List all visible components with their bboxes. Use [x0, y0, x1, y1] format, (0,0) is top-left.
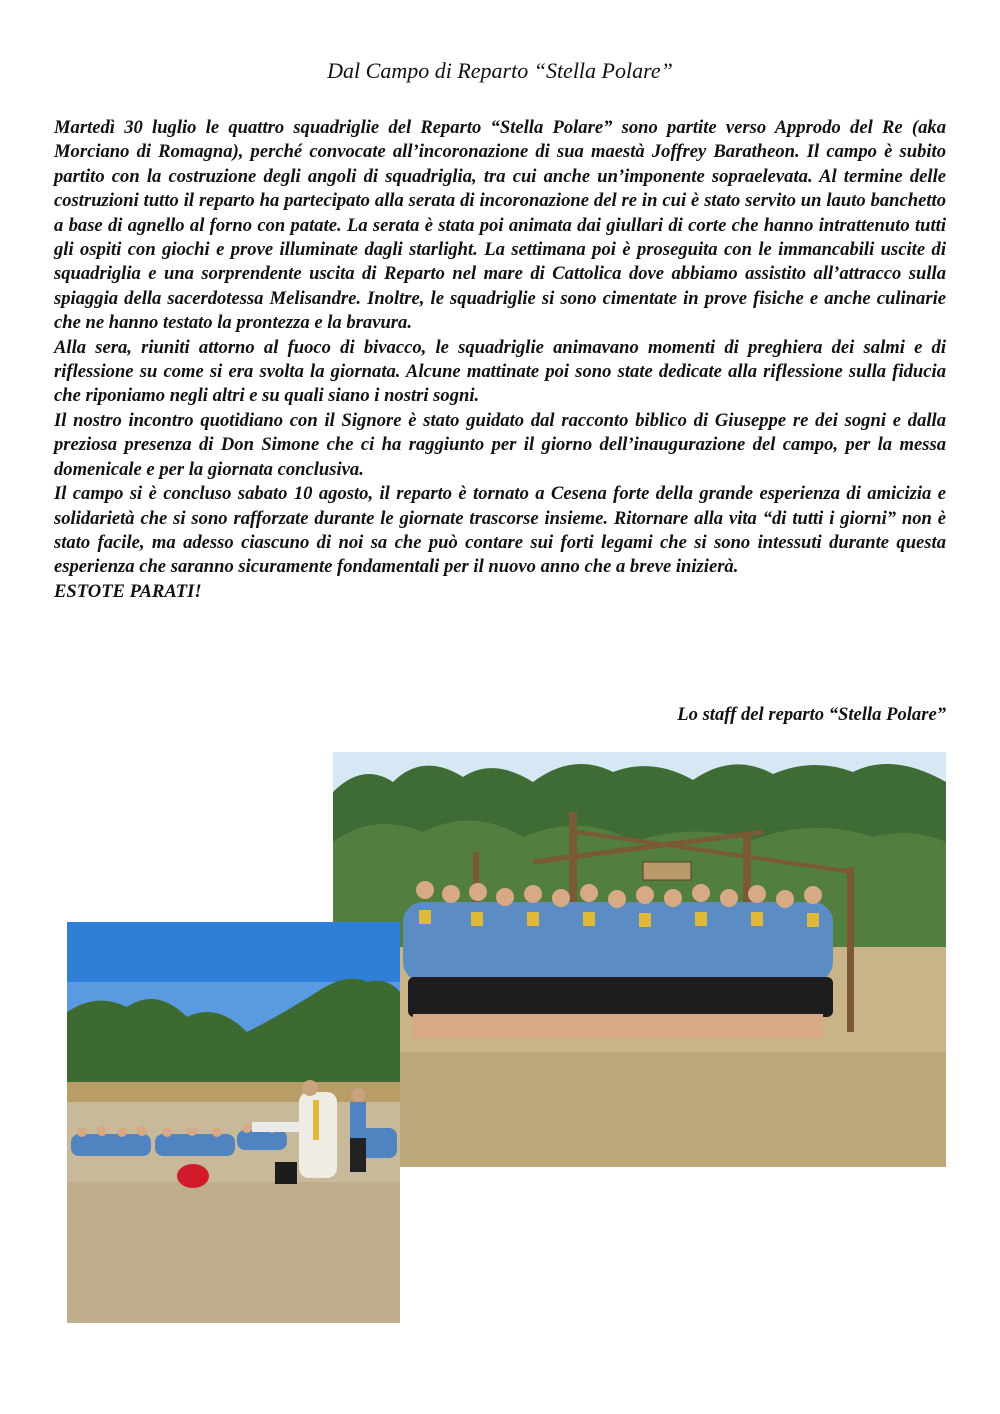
mass-photo: [67, 922, 400, 1323]
article-body: [54, 116, 946, 604]
paragraph: Il nostro incontro quotidiano con il Signore è stato guidato dal racconto biblico di Giuseppe re dei sogni e dalla preziosa presenza di Don Simone che ci ha raggiunto per il giorno dell’inaugurazione del campo, per la messa domenicale e per la giornata conclusiva.: [54, 409, 946, 480]
paragraph: Martedì 30 luglio le quattro squadriglie del Reparto “Stella Polare” sono partite verso Approdo del Re (aka Morciano di Romagna), perché convocate all’incoronazione di sua maestà Joffrey Baratheon. Il campo è subito partito con la costruzione degli angoli di squadriglia, tra cui anche un’imponente sopraelevata. Al termine delle costruzioni tutto il reparto ha partecipato alla serata di incoronazione del re in cui è stato servito un lauto banchetto a base di agnello al forno con patate. La serata è stata poi animata dai giullari di corte che hanno intrattenuto tutti gli ospiti con giochi e prove illuminate dagli starlight. La settimana poi è proseguita con le immancabili uscite di squadriglia e una sorprendente uscita di Reparto nel mare di Cattolica dove abbiamo assistito all’attracco sulla spiaggia della sacerdotessa Melisandre. Inoltre, le squadriglie si sono cimentate in prove fisiche e anche culinarie che ne hanno testato la prontezza e la bravura.: [54, 117, 946, 334]
closing-motto: ESTOTE PARATI!: [54, 580, 202, 602]
paragraph: Alla sera, riuniti attorno al fuoco di bivacco, le squadriglie animavano momenti di preghiera dei salmi e di riflessione su come si era svolta la giornata. Alcune mattinate poi sono state dedicate alla riflessione sulla fiducia che riponiamo negli altri e su quali siano i nostri sogni.: [54, 336, 946, 407]
paragraph: Il campo si è concluso sabato 10 agosto, il reparto è tornato a Cesena forte della grande esperienza di amicizia e solidarietà che si sono rafforzate durante le giornate trascorse insieme. Ritornare alla vita “di tutti i giorni” non è stato facile, ma adesso ciascuno di noi sa che può contare sui forti legami che si sono intessuti durante questa esperienza che saranno sicuramente fondamentali per il nuovo anno che a breve inizierà.: [54, 483, 946, 578]
page-title: Dal Campo di Reparto “Stella Polare”: [327, 58, 673, 83]
group-photo: [333, 752, 946, 1167]
signature: Lo staff del reparto “Stella Polare”: [677, 704, 946, 725]
